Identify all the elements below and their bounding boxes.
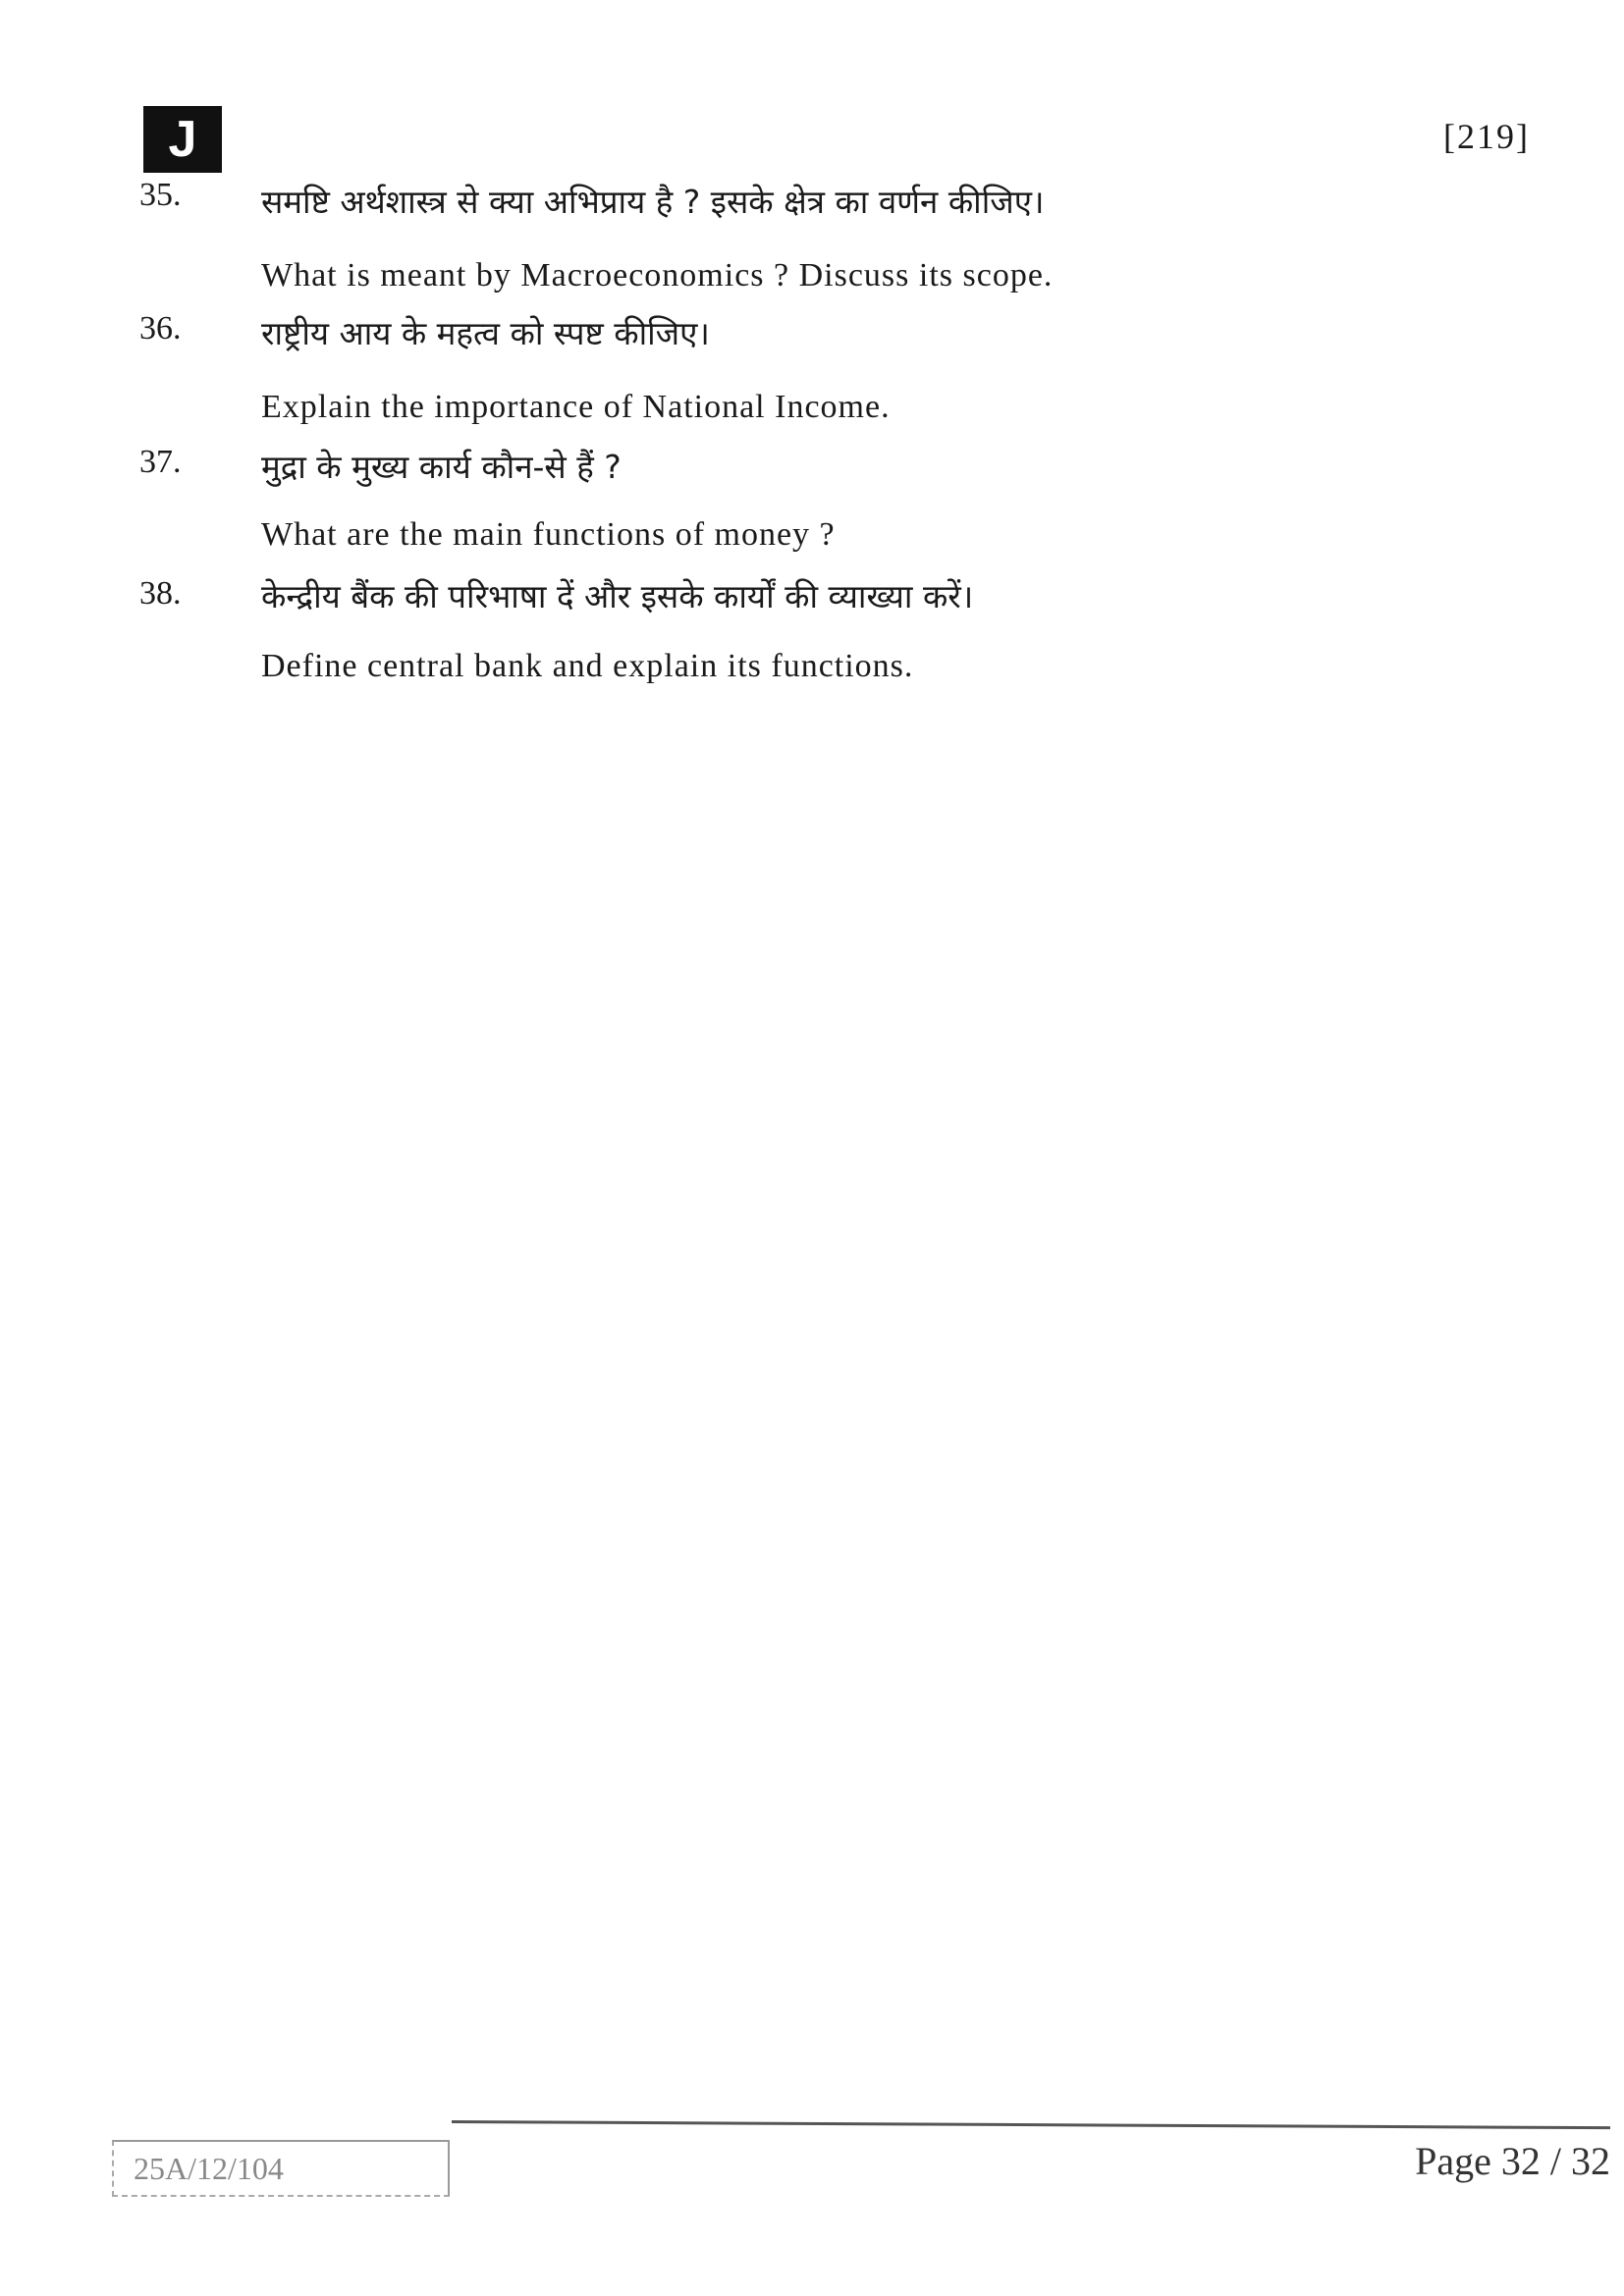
question-english: Explain the importance of National Income.	[261, 389, 891, 425]
question-english: What is meant by Macroeconomics ? Discuss its scope.	[261, 257, 1054, 294]
page-code: [219]	[1443, 117, 1530, 156]
series-badge: J	[143, 106, 222, 173]
question-hindi: मुद्रा के मुख्य कार्य कौन-से हैं ?	[261, 448, 622, 486]
question-number: 38.	[139, 575, 182, 612]
question-hindi: केन्द्रीय बैंक की परिभाषा दें और इसके कार्यों की व्याख्या करें।	[261, 577, 974, 615]
paper-code-stamp: 25A/12/104	[112, 2140, 450, 2197]
question-number: 36.	[139, 310, 182, 347]
footer-rule	[452, 2120, 1610, 2129]
question-english: Define central bank and explain its functions.	[261, 648, 914, 684]
question-number: 35.	[139, 177, 182, 213]
question-hindi: समष्टि अर्थशास्त्र से क्या अभिप्राय है ? इसके क्षेत्र का वर्णन कीजिए।	[261, 183, 1045, 221]
question-english: What are the main functions of money ?	[261, 516, 836, 553]
question-hindi: राष्ट्रीय आय के महत्व को स्पष्ट कीजिए।	[261, 314, 710, 352]
page-number: Page 32 / 32	[1415, 2139, 1610, 2183]
question-number: 37.	[139, 444, 182, 480]
